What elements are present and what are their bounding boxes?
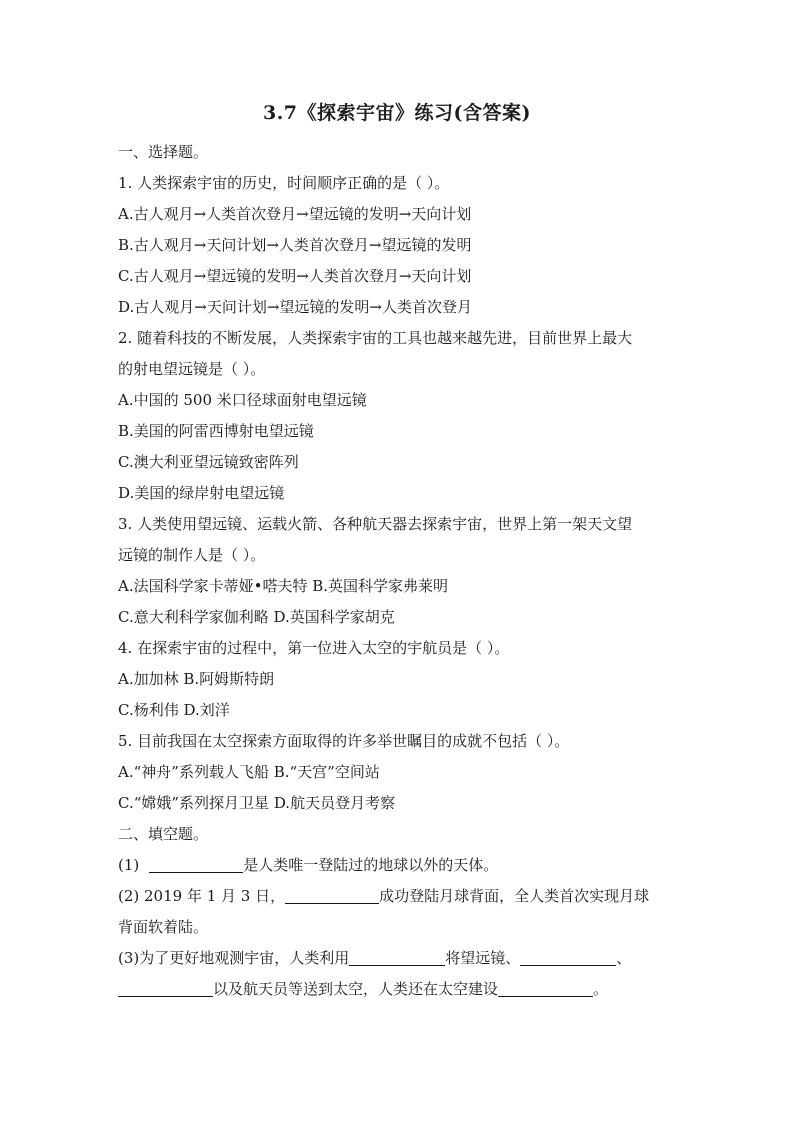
question-5-options-cd: C.“嫦娥”系列探月卫星 D.航天员登月考察 [118,794,396,812]
fill-3-blank-4[interactable] [498,978,593,997]
fill-question-3-line-2 [118,974,680,1005]
question-1-option-c: C.古人观月→望远镜的发明→人类首次登月→天向计划 [118,267,472,285]
question-1-option-b: B.古人观月→天问计划→人类首次登月→望远镜的发明 [118,236,472,254]
question-1-stem: 1. 人类探索宇宙的历史，时间顺序正确的是（ ）。 [118,174,450,192]
fill-3-end: 。 [593,980,609,998]
fill-3-blank-1[interactable] [349,947,445,966]
question-1-option-a: A.古人观月→人类首次登月→望远镜的发明→天向计划 [118,205,472,223]
question-4-options-cd: C.杨利伟 D.刘洋 [118,701,230,719]
fill-question-1 [118,850,680,881]
question-4-stem: 4. 在探索宇宙的过程中，第一位进入太空的宇航员是（ ）。 [118,639,510,657]
fill-1-suffix: 是人类唯一登陆过的地球以外的天体。 [243,856,499,874]
fill-3-blank-3[interactable] [118,978,213,997]
question-2-stem-line-1: 2. 随着科技的不断发展，人类探索宇宙的工具也越来越先进，目前世界上最大 [118,329,633,347]
section-heading-fill: 二、填空题。 [118,825,209,843]
question-2-option-a: A.中国的 500 米口径球面射电望远镜 [118,391,367,409]
question-3-stem-line-1: 3. 人类使用望远镜、运载火箭、各种航天器去探索宇宙，世界上第一架天文望 [118,515,633,533]
fill-3-blank-2[interactable] [520,947,616,966]
question-2-option-b: B.美国的阿雷西博射电望远镜 [118,422,314,440]
fill-3-mid-3: 以及航天员等送到太空，人类还在太空建设 [213,980,499,998]
fill-3-mid-1: 将望远镜、 [445,949,521,967]
fill-3-prefix: (3)为了更好地观测宇宙，人类利用 [118,949,350,967]
fill-2-prefix: (2) 2019 年 1 月 3 日， [118,887,286,905]
document-body [118,137,680,1005]
fill-3-mid-2: 、 [616,949,632,967]
question-2-stem-line-2: 的射电望远镜是（ ）。 [118,360,266,378]
question-2-option-c: C.澳大利亚望远镜致密阵列 [118,453,299,471]
question-5-stem: 5. 目前我国在太空探索方面取得的许多举世瞩目的成就不包括（ ）。 [118,732,570,750]
fill-1-blank[interactable] [149,854,243,873]
page-title: 3.7《探索宇宙》练习(含答案) [262,102,532,124]
question-3-options-ab: A.法国科学家卡蒂娅•嗒夫特 B.英国科学家弗莱明 [118,577,449,595]
question-3-options-cd: C.意大利科学家伽利略 D.英国科学家胡克 [118,608,395,626]
question-2-option-d: D.美国的绿岸射电望远镜 [118,484,285,502]
question-3-stem-line-2: 远镜的制作人是（ ）。 [118,546,266,564]
fill-question-2 [118,881,680,912]
fill-question-3 [118,943,680,974]
question-4-options-ab: A.加加林 B.阿姆斯特朗 [118,670,275,688]
fill-1-prefix: (1) [118,856,140,874]
fill-2-suffix: 成功登陆月球背面，全人类首次实现月球 [379,887,650,905]
fill-2-blank[interactable] [285,885,379,904]
fill-question-2-line-2: 背面软着陆。 [118,918,209,936]
question-5-options-ab: A.“神舟”系列载人飞船 B.“天宫”空间站 [118,763,380,781]
section-heading-choice: 一、选择题。 [118,143,209,161]
question-1-option-d: D.古人观月→天问计划→望远镜的发明→人类首次登月 [118,298,472,316]
